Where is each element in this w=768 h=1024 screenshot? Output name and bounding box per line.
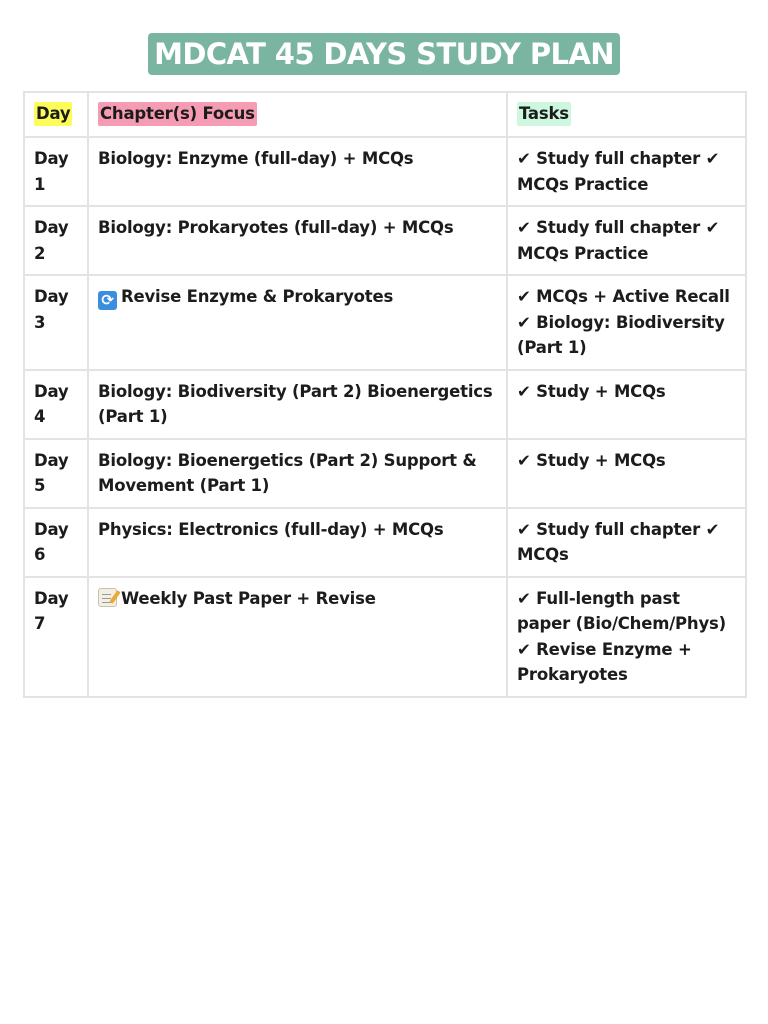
- header-focus-cell: [88, 92, 507, 137]
- table-row: [24, 577, 746, 697]
- tasks-cell: ✔ MCQs + Active Recall ✔ Biology: Biodiversity (Part 1): [507, 275, 746, 370]
- day-cell: Day 5: [24, 439, 88, 508]
- table-row: [24, 508, 746, 577]
- focus-text: Weekly Past Paper + Revise: [121, 588, 376, 608]
- repeat-icon: ⟳: [98, 291, 117, 310]
- focus-cell: Physics: Electronics (full-day) + MCQs: [88, 508, 507, 577]
- header-focus: Chapter(s) Focus: [98, 102, 257, 126]
- tasks-cell: ✔ Study full chapter ✔ MCQs Practice: [507, 206, 746, 275]
- tasks-cell: ✔ Study full chapter ✔ MCQs Practice: [507, 137, 746, 206]
- header-row: [24, 92, 746, 137]
- focus-cell: [88, 577, 507, 697]
- table-row: [24, 370, 746, 439]
- header-day: Day: [34, 102, 72, 126]
- focus-cell: Biology: Enzyme (full-day) + MCQs: [88, 137, 507, 206]
- focus-cell: [88, 275, 507, 370]
- day-cell: Day 4: [24, 370, 88, 439]
- focus-cell: Biology: Prokaryotes (full-day) + MCQs: [88, 206, 507, 275]
- day-cell: Day 1: [24, 137, 88, 206]
- focus-cell: Biology: Biodiversity (Part 2) Bioenergetics (Part 1): [88, 370, 507, 439]
- header-day-cell: [24, 92, 88, 137]
- day-cell: Day 3: [24, 275, 88, 370]
- header-tasks: Tasks: [517, 102, 571, 126]
- day-cell: Day 7: [24, 577, 88, 697]
- day-cell: Day 6: [24, 508, 88, 577]
- table-row: [24, 439, 746, 508]
- table-row: [24, 206, 746, 275]
- study-plan-table: [23, 91, 747, 698]
- table-row: [24, 275, 746, 370]
- tasks-cell: ✔ Study + MCQs: [507, 439, 746, 508]
- tasks-cell: ✔ Full-length past paper (Bio/Chem/Phys) ✔ Revise Enzyme + Prokaryotes: [507, 577, 746, 697]
- tasks-cell: ✔ Study + MCQs: [507, 370, 746, 439]
- table-row: [24, 137, 746, 206]
- tasks-cell: ✔ Study full chapter ✔ MCQs: [507, 508, 746, 577]
- page-title: MDCAT 45 DAYS STUDY PLAN: [148, 33, 620, 75]
- day-cell: Day 2: [24, 206, 88, 275]
- title-wrapper: [0, 33, 768, 75]
- memo-icon: [98, 588, 117, 607]
- header-tasks-cell: [507, 92, 746, 137]
- focus-cell: Biology: Bioenergetics (Part 2) Support & Movement (Part 1): [88, 439, 507, 508]
- focus-text: Revise Enzyme & Prokaryotes: [121, 287, 394, 306]
